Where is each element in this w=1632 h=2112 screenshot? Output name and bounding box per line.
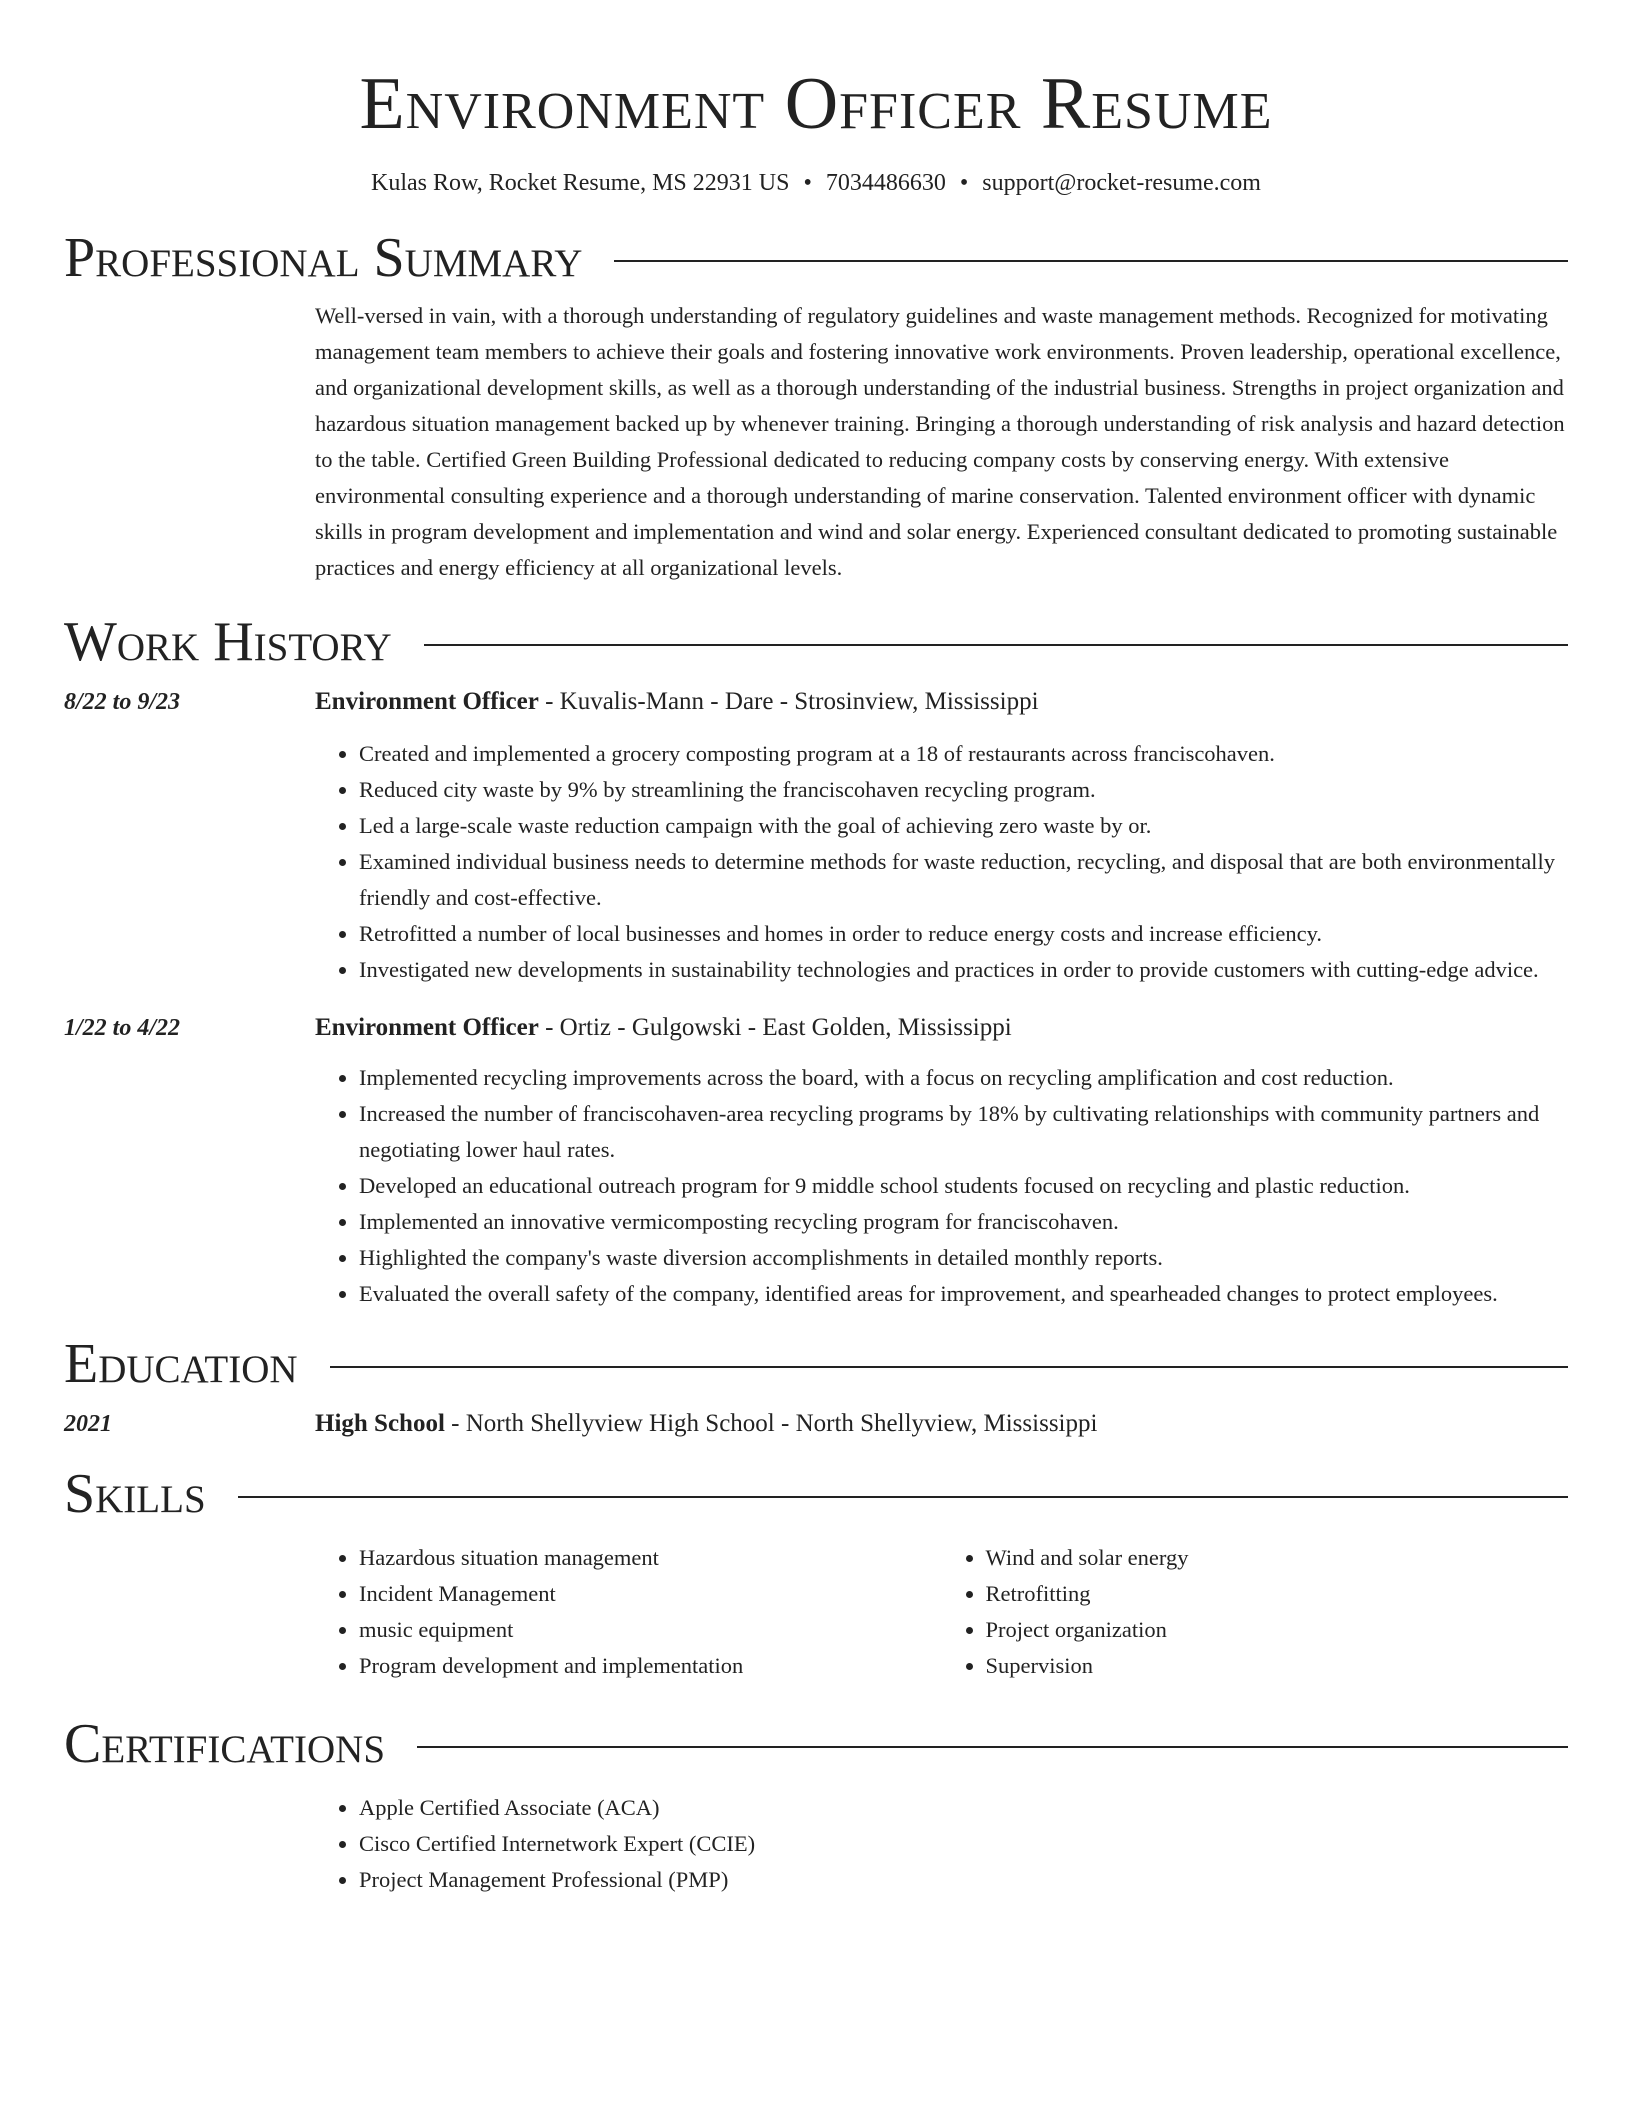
skills-column-left: [315, 1540, 942, 1684]
certifications-list: [315, 1790, 1568, 1898]
work-history-heading: Work History: [64, 611, 392, 673]
work-history-section-header: [64, 610, 1568, 674]
skills-section-header: [64, 1462, 1568, 1526]
section-divider: [238, 1496, 1568, 1498]
skill-item: • Program development and implementation: [359, 1648, 942, 1684]
contact-separator: •: [959, 170, 969, 196]
skills-column-right: [942, 1540, 1569, 1684]
summary-heading: Professional Summary: [64, 227, 583, 289]
job-bullet: • Implemented an innovative vermicomposting recycling program for franciscohaven.: [359, 1204, 1568, 1240]
section-divider: [424, 644, 1568, 646]
resume-page: [64, 0, 1568, 1898]
skill-item: • Incident Management: [359, 1576, 942, 1612]
skill-item: • Retrofitting: [986, 1576, 1569, 1612]
education-degree: High School: [315, 1410, 445, 1437]
job-header: [64, 684, 1568, 720]
contact-line: [64, 168, 1568, 198]
contact-separator: •: [803, 170, 812, 196]
job-bullet: • Developed an educational outreach program for 9 middle school students focused on recycling and plastic reduction.: [359, 1168, 1568, 1204]
skills-list: [315, 1540, 1568, 1684]
job-title-line: [315, 684, 1568, 720]
job-title-line: [315, 1010, 1568, 1046]
job-bullet: • Increased the number of franciscohaven-area recycling programs by 18% by cultivating relationships with community partners and negotiating lower haul rates.: [359, 1096, 1568, 1168]
job-bullet: • Highlighted the company's waste diversion accomplishments in detailed monthly reports.: [359, 1240, 1568, 1276]
education-section-header: [64, 1332, 1568, 1396]
job-bullet: • Retrofitted a number of local businesses and homes in order to reduce energy costs and increase efficiency.: [359, 916, 1568, 952]
resume-title: Environment Officer Resume: [359, 63, 1273, 145]
job-bullet: • Reduced city waste by 9% by streamlining the franciscohaven recycling program.: [359, 772, 1568, 808]
job-bullet: • Evaluated the overall safety of the company, identified areas for improvement, and spearheaded changes to protect employees.: [359, 1276, 1568, 1312]
certification-item: • Cisco Certified Internetwork Expert (CCIE): [359, 1826, 1568, 1862]
section-divider: [417, 1746, 1568, 1748]
summary-section-header: [64, 226, 1568, 290]
certification-item: • Project Management Professional (PMP): [359, 1862, 1568, 1898]
skill-item: • Project organization: [986, 1612, 1569, 1648]
contact-address: Kulas Row, Rocket Resume, MS 22931 US: [371, 170, 790, 196]
job-bullet: • Led a large-scale waste reduction campaign with the goal of achieving zero waste by or.: [359, 808, 1568, 844]
education-details: - North Shellyview High School - North Shellyview, Mississippi: [444, 1410, 1098, 1437]
job-bullet: • Created and implemented a grocery composting program at a 18 of restaurants across franciscohaven.: [359, 736, 1568, 772]
job-details: - Kuvalis-Mann - Dare - Strosinview, Mississippi: [538, 688, 1039, 715]
skill-item: • music equipment: [359, 1612, 942, 1648]
job-entry: [64, 684, 1568, 988]
skill-item: • Supervision: [986, 1648, 1569, 1684]
job-entry: [64, 1010, 1568, 1312]
job-role: Environment Officer: [315, 1014, 539, 1041]
contact-email: support@rocket-resume.com: [982, 170, 1261, 196]
education-entry: [64, 1406, 1568, 1442]
job-bullets: [315, 1060, 1568, 1312]
job-bullets: [315, 736, 1568, 988]
job-bullet: • Implemented recycling improvements across the board, with a focus on recycling amplification and cost reduction.: [359, 1060, 1568, 1096]
education-year: 2021: [64, 1411, 112, 1437]
job-dates: 8/22 to 9/23: [64, 689, 181, 715]
job-dates: 1/22 to 4/22: [64, 1015, 181, 1041]
skill-item: • Hazardous situation management: [359, 1540, 942, 1576]
education-heading: Education: [64, 1333, 298, 1395]
job-details: - Ortiz - Gulgowski - East Golden, Mississippi: [538, 1014, 1012, 1041]
contact-phone: 7034486630: [825, 170, 946, 196]
job-bullet: • Investigated new developments in sustainability technologies and practices in order to provide customers with cutting-edge advice.: [359, 952, 1568, 988]
skill-item: • Wind and solar energy: [986, 1540, 1569, 1576]
job-bullet: • Examined individual business needs to determine methods for waste reduction, recycling, and disposal that are both environmentally friendly and cost-effective.: [359, 844, 1568, 916]
education-line: [315, 1406, 1568, 1442]
skills-heading: Skills: [64, 1463, 206, 1525]
section-divider: [330, 1366, 1568, 1368]
certifications-section-header: [64, 1712, 1568, 1776]
certification-item: • Apple Certified Associate (ACA): [359, 1790, 1568, 1826]
certifications-heading: Certifications: [64, 1713, 386, 1775]
job-role: Environment Officer: [315, 688, 539, 715]
summary-text: Well-versed in vain, with a thorough understanding of regulatory guidelines and waste management methods. Recognized for motivating management team members to achieve their goals and fostering innovative work environments. Proven leadership, operational excellence, and organizational development skills, as well as a thorough understanding of the industrial business. Strengths in project organization and hazardous situation management backed up by whenever training. Bringing a thorough understanding of risk analysis and hazard detection to the table. Certified Green Building Professional dedicated to reducing company costs by conserving energy. With extensive environmental consulting experience and a thorough understanding of marine conservation. Talented environment officer with dynamic skills in program development and implementation and wind and solar energy. Experienced consultant dedicated to promoting sustainable practices and energy efficiency at all organizational levels.: [315, 303, 1565, 580]
section-divider: [614, 260, 1568, 262]
job-header: [64, 1010, 1568, 1046]
